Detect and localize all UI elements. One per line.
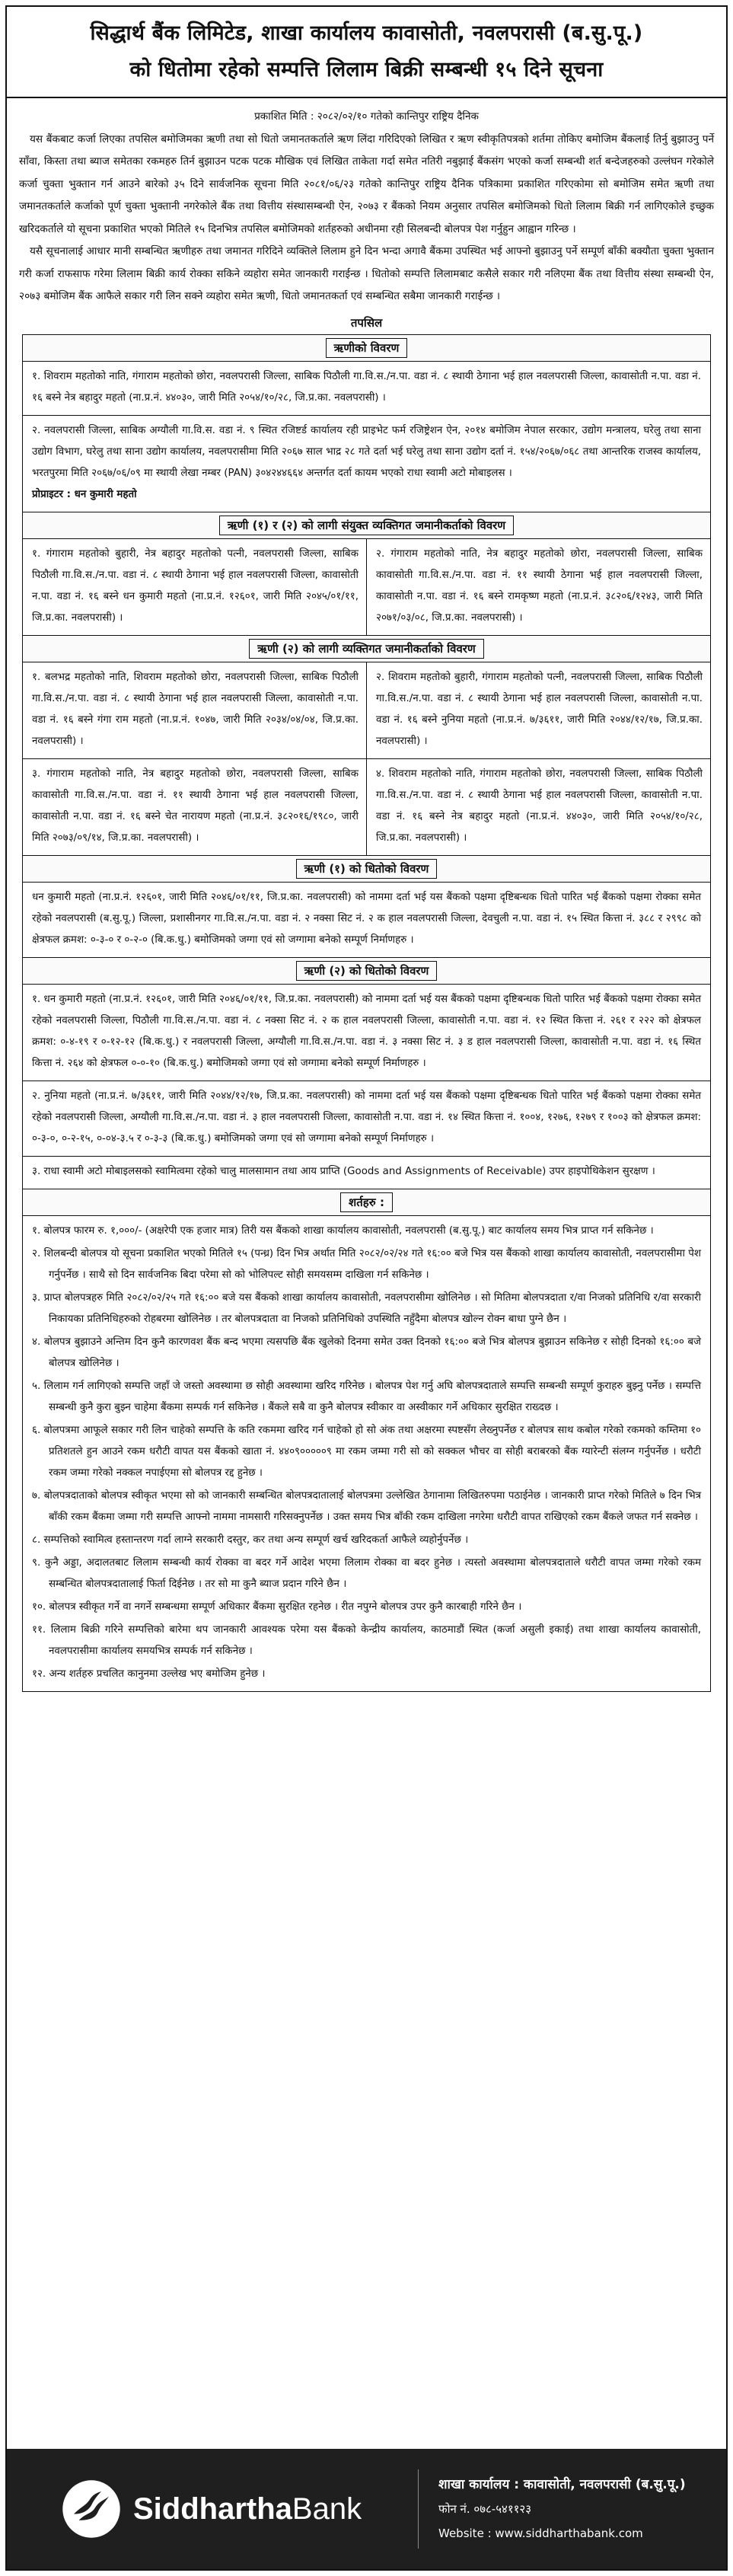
collateral-2-item-3: ३. राधा स्वामी अटो मोबाइलसको स्वामित्वमा रहेको चालु मालसामान तथा आय प्राप्ति (Goods and Assignments of Receivable) उपर हाइपोथिकेशन सुरक्षण । (23, 1157, 710, 1189)
branch-contact (418, 2469, 686, 2549)
guarantor-2-row-1 (23, 662, 710, 759)
term-item: ७. बोलपत्रदाताको बोलपत्र स्वीकृत भएमा सो को जानकारी सम्बन्धित बोलपत्रदातालाई बोलपत्रमा उल्लेखित ठेगानामा लिखितरुपमा पठाईनेछ । जानकारी प्राप्त गरेको मितिले ७ दिन भित्र बाँकी रकम बैंकमा जम्मा गरी सम्पत्ति आफ्नो नाममा नामसारी गरिसक्नुपर्नेछ । उक्त समय भित्र बाँकी रकम दाखिला नगरेमा धरौटी वापत राखिएको रकम बैंकले जफत गर्न सक्नेछ । (32, 1489, 701, 1523)
borrower-title-text: ऋणीको विवरण (326, 338, 408, 358)
joint-guarantor-section-title (23, 512, 710, 539)
notice-header (7, 7, 726, 98)
tapasil-heading: तपसिल (350, 315, 383, 330)
joint-guarantor-2: २. गंगाराम महतोको नाति, नेत्र बहादुर महतोको छोरा, नवलपरासी जिल्ला, साबिक कावासोती गा.वि.स./न.पा. वडा नं. ११ स्थायी ठेगाना भई हाल नवलपरासी जिल्ला, कावासोती न.पा. वडा नं. १६ बस्ने रामकृष्ण महतो (ना.प्र.नं. ३८२०६/१२४३, जारी मिति २०७१/०३/०८, जि.प्र.का. नवलपरासी) । (366, 539, 710, 635)
guarantor-2-item-2: २. शिवराम महतोको बुहारी, गंगाराम महतोको पत्नी, नवलपरासी जिल्ला, साबिक पिठौली गा.वि.स./न.पा. वडा नं. ८ स्थायी ठेगाना भई हाल नवलपरासी जिल्ला, कावासोती न.पा. वडा नं. १६ बस्ने नुनिया महतो (ना.प्र.नं. ७/३६११, जारी मिति २०४४/१२/१७, जि.प्र.का. नवलपरासी) । (366, 662, 710, 758)
collateral-2-section-title (23, 958, 710, 985)
terms-list (23, 1216, 710, 1691)
collateral-1-title-text: ऋणी (१) को धितोको विवरण (296, 859, 438, 879)
siddhartha-logo-icon (60, 2478, 123, 2540)
details-box (22, 334, 711, 1692)
collateral-2-item-2: २. नुनिया महतो (ना.प्र.नं. ७/३६११, जारी मिति २०४४/१२/१७, जि.प्र.का. नवलपरासी) को नाममा दर्ता भई यस बैंकको पक्षमा दृष्टिबन्धक धितो पारित भई बैंकको पक्षमा रोक्का समेत रहेको नवलपरासी जिल्ला, अग्यौली गा.वि.स./न.पा. वडा नं. ३ हाल नवलपरासी जिल्ला, कावासोती न.पा. वडा नं. १४ स्थित कित्ता नं. १००४, १२७६, १२७९ र १००३ को क्षेत्रफल क्रमश: ०-३-०, ०-२-१५, ०-०४-३.५ र ०-३-३ (बि.क.धु.) बमोजिमको जग्गा एवं सो जग्गामा बनेको सम्पूर्ण निर्माणहरु । (23, 1081, 710, 1157)
borrower-row-1: १. शिवराम महतोको नाति, गंगाराम महतोको छोरा, नवलपरासी जिल्ला, साबिक पिठौली गा.वि.स./न.पा. वडा नं. ८ स्थायी ठेगाना भई हाल नवलपरासी जिल्ला, कावासोती न.पा. वडा नं. १६ बस्ने नेत्र बहादुर महतो (ना.प्र.नं. ४४०३०, जारी मिति २०५४/१०/२८, जि.प्र.का. नवलपरासी) । (23, 362, 710, 416)
terms-section-title (23, 1189, 710, 1216)
term-item: ५. लिलाम गर्न लागिएको सम्पत्ति जहाँ जे जस्तो अवस्थामा छ सोही अवस्थामा खरिद गरिनेछ । बोलपत्र पेश गर्नु अघि बोलपत्रदाताले सम्पत्ति सम्बन्धी सम्पूर्ण कुराहरु बुझ्नु पर्नेछ । सम्पत्ति सम्बन्धी कुनै कुरा बुझ्न चाहेमा बैंकमा सम्पर्क गर्न सकिनेछ । बैंकले सबै वा कुनै बोलपत्र स्वीकार वा अस्वीकार गर्ने अधिकार सुरक्षित राख्दछ । (32, 1380, 701, 1413)
collateral-2-title-text: ऋणी (२) को धितोको विवरण (296, 961, 438, 981)
bank-footer (7, 2449, 726, 2569)
guarantor-2-item-1: १. बलभद्र महतोको नाति, शिवराम महतोको छोरा, नवलपरासी जिल्ला, साबिक पिठौली गा.वि.स./न.पा. वडा नं. ८ स्थायी ठेगाना भई हाल नवलपरासी जिल्ला, कावासोती न.पा. वडा नं. १६ बस्ने गंगा राम महतो (ना.प्र.नं. १०४७, जारी मिति २०३४/०४/०४, जि.प्र.का. नवलपरासी) । (32, 671, 359, 747)
borrower-row-2 (23, 416, 710, 512)
guarantor-2-item-3: ३. गंगाराम महतोको नाति, नेत्र बहादुर महतोको छोरा, नवलपरासी जिल्ला, साबिक कावासोती गा.वि.स./न.पा. वडा नं. ११ स्थायी ठेगाना भई हाल नवलपरासी जिल्ला, कावासोती न.पा. वडा नं. १६ बस्ने चेत नारायण महतो (ना.प्र.नं. ३८२०१६/१९८०, जारी मिति २०७३/०९/१४, जि.प्र.का. नवलपरासी) । (32, 768, 359, 844)
phone-line: फोन नं. ०७८-५४११२३ (438, 2502, 532, 2516)
terms-title-text: शर्तहरु : (340, 1192, 393, 1212)
term-item: २. शिलबन्दी बोलपत्र यो सूचना प्रकाशित भएको मितिले १५ (पन्ध्र) दिन भित्र अर्थात मिति २०८२/०२/२४ गते १६:०० बजे भित्र यस बैंकको शाखा कार्यालय कावासोती, नवलपरासीमा पेश गर्नुपर्नेछ । साथै सो दिन सार्वजनिक बिदा परेमा सो को भोलिपल्ट सोही समयसम्म दाखिला गर्न सकिनेछ । (32, 1247, 701, 1281)
guarantor-2-item-4: ४. शिवराम महतोको नाति, गंगाराम महतोको छोरा, नवलपरासी जिल्ला, साबिक पिठौली गा.वि.स./न.पा. वडा नं. ८ स्थायी ठेगाना भई हाल नवलपरासी जिल्ला, कावासोती न.पा. वडा नं. १६ बस्ने नेत्र बहादुर महतो (ना.प्र.नं. ४४०३०, जारी मिति २०५४/१०/२८, जि.प्र.का. नवलपरासी) । (366, 759, 710, 855)
term-item: ३. प्राप्त बोलपत्रहरु मिति २०८२/०२/२५ गते १६:०० बजे यस बैंकको शाखा कार्यालय कावासोती, नवलपरासीमा खोलिनेछ । सो मितिमा बोलपत्रदाता र/वा निजको प्रतिनिधि र/वा सरकारी निकायका प्रतिनिधिहरुको रोहबरमा खोलिनेछ । तर बोलपत्रदाता वा निजको प्रतिनिधिको उपस्थिति नहुँदैमा बोलपत्र खोल्न रोक्न बाधा पुग्ने छैन । (32, 1291, 701, 1325)
term-item: ११. लिलाम बिक्री गरिने सम्पत्तिको बारेमा थप जानकारी आवश्यक परेमा यस बैंकको केन्द्रीय कार्यालय, काठमाडौं स्थित (कर्जा असुली इकाई) तथा शाखा कार्यालय कावासोती, नवलपरासीमा कार्यालय समयभित्र सम्पर्क गर्न सकिनेछ । (32, 1623, 701, 1657)
collateral-1-text: धन कुमारी महतो (ना.प्र.नं. १२६०१, जारी मिति २०४६/०१/११, जि.प्र.का. नवलपरासी) को नाममा दर्ता भई यस बैंकको पक्षमा दृष्टिबन्धक धितो पारित भई बैंकको पक्षमा रोक्का समेत रहेको नवलपरासी (ब.सु.पू.) जिल्ला, प्रशासीनगर गा.वि.स./न.पा. वडा नं. २ नक्सा सिट नं. २ क हाल नवलपरासी जिल्ला, देवचुली न.पा. वडा नं. १५ स्थित कित्ता नं. ३८८ र २९९८ को क्षेत्रफल क्रमश: ०-३-० र ०-२-० (बि.क.धु.) बमोजिमको जग्गा एवं सो जग्गामा बनेको सम्पूर्ण निर्माणहरु । (23, 883, 710, 958)
publication-date: प्रकाशित मिति : २०८२/०२/१० गतेको कान्तिपुर राष्ट्रिय दैनिक (254, 110, 479, 123)
joint-guarantor-title-text: ऋणी (१) र (२) को लागी संयुक्त व्यक्तिगत जमानीकर्ताको विवरण (219, 516, 514, 535)
borrower-section-title (23, 335, 710, 362)
intro-paragraph-2: यसै सूचनालाई आधार मानी सम्बन्धित ऋणीहरु तथा जमानत गरिदिने व्यक्तिले लिलाम हुने दिन भन्दा अगावै बैंकमा उपस्थित भई आफ्नो बुझाउनु पर्ने सम्पूर्ण बाँकी बक्यौता चुक्ता भुक्तान गरी कर्जा राफसाफ गरेमा लिलाम बिक्री कार्य रोक्का सकिने व्यहोरा समेत जानकारी गराईन्छ । धितोको सम्पत्ति लिलामबाट कसैले सकार गरी नलिएमा बैंक तथा वित्तीय संस्था सम्बन्धी ऐन, २०७३ बमोजिम बैंक आफैले सकार गरी लिन सक्ने व्यहोरा समेत ऋणी, धितो जमानतकर्ता एवं सम्बन्धित सबैमा जानकारी गराईन्छ । (19, 245, 714, 302)
auction-notice (5, 5, 728, 2571)
brand-main: Siddhartha (133, 2491, 292, 2526)
header-title-line-1: सिद्धार्थ बैंक लिमिटेड, शाखा कार्यालय कावासोती, नवलपरासी (ब.सु.पू.) (90, 21, 643, 45)
collateral-1-section-title (23, 856, 710, 883)
joint-guarantor-1: १. गंगाराम महतोको बुहारी, नेत्र बहादुर महतोको पत्नी, नवलपरासी जिल्ला, साबिक पिठौली गा.वि.स./न.पा. वडा नं. ८ स्थायी ठेगाना भई हाल नवलपरासी जिल्ला, कावासोती न.पा. वडा नं. १६ बस्ने धन कुमारी महतो (ना.प्र.नं. १२६०१, जारी मिति २०४५/०१/११, जि.प्र.का. नवलपरासी) । (32, 547, 359, 624)
brand-bank: Bank (292, 2491, 362, 2526)
intro-section (7, 98, 726, 308)
borrower-row-2-text: २. नवलपरासी जिल्ला, साबिक अग्यौली गा.वि.स. वडा नं. ९ स्थित रजिष्टर्ड कार्यालय रही प्राइभेट फर्म रजिष्ट्रेशन ऐन, २०१४ बमोजिम नेपाल सरकार, उद्योग मन्त्रालय, घरेलु तथा साना उद्योग विभाग, घरेलु तथा साना उद्योग कार्यालय, नवलपरासीमा मिति २०६७ साल भाद्र २८ गते दर्ता भई घरेलु तथा साना उद्योग दर्ता नं. १५४/२०६७/०६८ तथा आन्तरिक राजस्व कार्यालय, भरतपुरमा मिति २०६७/०६/०९ मा स्थायी लेखा नम्बर (PAN) ३०४२४४६६४ अन्तर्गत दर्ता कायम भएको राधा स्वामी अटो मोबाइलस । (32, 424, 701, 479)
guarantor-2-title-text: ऋणी (२) को लागी व्यक्तिगत जमानीकर्ताको विवरण (249, 639, 484, 659)
term-item: १०. बोलपत्र स्वीकृत गर्ने वा नगर्ने सम्बन्धमा सम्पूर्ण अधिकार बैंकमा सुरक्षित रहनेछ । रीत नपुग्ने बोलपत्र उपर कुनै कारबाही गरिने छैन । (32, 1601, 522, 1613)
proprietor-line: प्रोप्राइटर : धन कुमारी महतो (32, 488, 137, 500)
guarantor-2-row-2 (23, 759, 710, 856)
term-item: १२. अन्य शर्तहरु प्रचलित कानुनमा उल्लेख भए बमोजिम हुनेछ । (32, 1668, 266, 1680)
guarantor-2-section-title (23, 636, 710, 662)
bank-brand-name (133, 2492, 362, 2527)
branch-line: शाखा कार्यालय : कावासोती, नवलपरासी (ब.सु.पू.) (438, 2477, 686, 2492)
term-item: १. बोलपत्र फारम रु. १,०००/- (अक्षरेपी एक हजार मात्र) तिरी यस बैंकको शाखा कार्यालय कावासोती, नवलपरासी (ब.सु.पू.) बाट कार्यालय समय भित्र प्राप्त गर्न सकिनेछ । (32, 1224, 654, 1237)
joint-guarantor-row (23, 539, 710, 636)
term-item: ६. बोलपत्रमा आफूले सकार गरी लिन चाहेको सम्पत्ति के कति रकममा खरिद गर्न चाहेको हो सो अंक तथा अक्षरमा स्पष्टसँग लेख्नुपर्नेछ र बोलपत्र साथ कबोल गरेको रकमको कम्तिमा १० प्रतिशतले हुन आउने रकम धरौटी वापत यस बैंकको खाता नं. ४४०९०००००९ मा रकम जम्मा गरी सो को सक्कल भौचर वा सोही बराबरको बैंक ग्यारेन्टी संलग्न गर्नुपर्नेछ । धरौटी रकम जम्मा गरेको नक्कल नपाईएमा सो बोलपत्र रद्द हुनेछ । (32, 1424, 701, 1479)
header-title-line-2: को धितोमा रहेको सम्पत्ति लिलाम बिक्री सम्बन्धी १५ दिने सूचना (129, 58, 604, 81)
term-item: ४. बोलपत्र बुझाउने अन्तिम दिन कुनै कारणवश बैंक बन्द भएमा त्यसपछि बैंक खुलेको दिनमा समेत उक्त दिनको १६:०० बजे भित्र बोलपत्र बुझाउन सकिनेछ र सोही दिनको १६:०० बजे बोलपत्र खोलिनेछ । (32, 1336, 701, 1369)
term-item: ८. सम्पत्तिको स्वामित्व हस्तान्तरण गर्दा लाग्ने सरकारी दस्तुर, कर तथा अन्य सम्पूर्ण खर्च खरिदकर्ता आफैले व्यहोर्नुपर्नेछ । (32, 1534, 469, 1546)
intro-paragraph-1: यस बैंकबाट कर्जा लिएका तपसिल बमोजिमका ऋणी तथा सो धितो जमानतकर्ताले ऋण लिंदा गरिदिएको लिखित र ऋण स्वीकृतिपत्रको शर्तमा तोकिए बमोजिम बैंकलाई तिर्नु बुझाउनु पर्ने साँवा, किस्ता तथा ब्याज समेतका रकमहरु तिर्न बुझाउन पटक पटक मौखिक एवं लिखित ताकेता गर्दा समेत नतिरी नबुझाई बैंकसंग भएको कर्जा सम्बन्धी शर्त बन्देजहरुको उल्लंघन गरेकोले कर्जा चुक्ता भुक्तान गर्न आउने बारेको ३५ दिने सार्वजनिक सूचना मिति २०८१/०६/२३ गतेको कान्तिपुर राष्ट्रिय दैनिक पत्रिकामा प्रकाशित गरिएकोमा सो बमोजिम समेत ऋणी तथा जमानतकर्ताले कर्जाको पूर्ण चुक्ता भुक्तानी नगरेकोले बैंक तथा वित्तीय संस्थासम्बन्धी ऐन, २०७३ र बैंकको नियम अनुसार तपसिल बमोजिमको धितो लिलाम बिक्री गर्न लागिएकोले इच्छुक खरिदकर्ताले यो सूचना प्रकाशित भएको मितिले १५ दिनभित्र तपसिल बमोजिमको शर्तहरुको अधीनमा रही सिलबन्दी बोलपत्र पेश गर्नुहुन आह्वान गरिन्छ । (19, 132, 714, 235)
website-line: Website : www.siddharthabank.com (438, 2527, 643, 2540)
term-item: ९. कुनै अड्डा, अदालतबाट लिलाम सम्बन्धी कार्य रोक्का वा बदर गर्ने आदेश भएमा लिलाम रोक्का वा बदर हुनेछ । त्यस्तो अवस्थामा बोलपत्रदाताले धरौटी वापत जम्मा गरेको रकम सम्बन्धित बोलपत्रदातालाई फिर्ता दिईनेछ । तर सो मा कुनै ब्याज प्रदान गरिने छैन । (32, 1556, 701, 1590)
bank-logo (7, 2478, 418, 2540)
collateral-2-item-1: १. धन कुमारी महतो (ना.प्र.नं. १२६०१, जारी मिति २०४६/०१/११, जि.प्र.का. नवलपरासी) को नाममा दर्ता भई यस बैंकको पक्षमा दृष्टिबन्धक धितो पारित भई बैंकको पक्षमा रोक्का समेत रहेको नवलपरासी जिल्ला, पिठौली गा.वि.स./न.पा. वडा नं. ८ नक्सा सिट नं. २ क हाल नवलपरासी जिल्ला, कावासोती न.पा. वडा नं. १२ स्थित कित्ता नं. २६१ र २२२ को क्षेत्रफल क्रमश: ०-४-१९ र ०-१२-१२ (बि.क.धु.) र नवलपरासी जिल्ला, अग्यौली गा.वि.स./न.पा. वडा नं. ३ नक्सा सिट नं. ३ ड हाल नवलपरासी जिल्ला, कावासोती न.पा. वडा नं. १६ स्थित कित्ता नं. २६४ को क्षेत्रफल ०-०-१० (बि.क.धु.) बमोजिमको जग्गा एवं सो जग्गामा बनेको सम्पूर्ण निर्माणहरु । (23, 985, 710, 1081)
